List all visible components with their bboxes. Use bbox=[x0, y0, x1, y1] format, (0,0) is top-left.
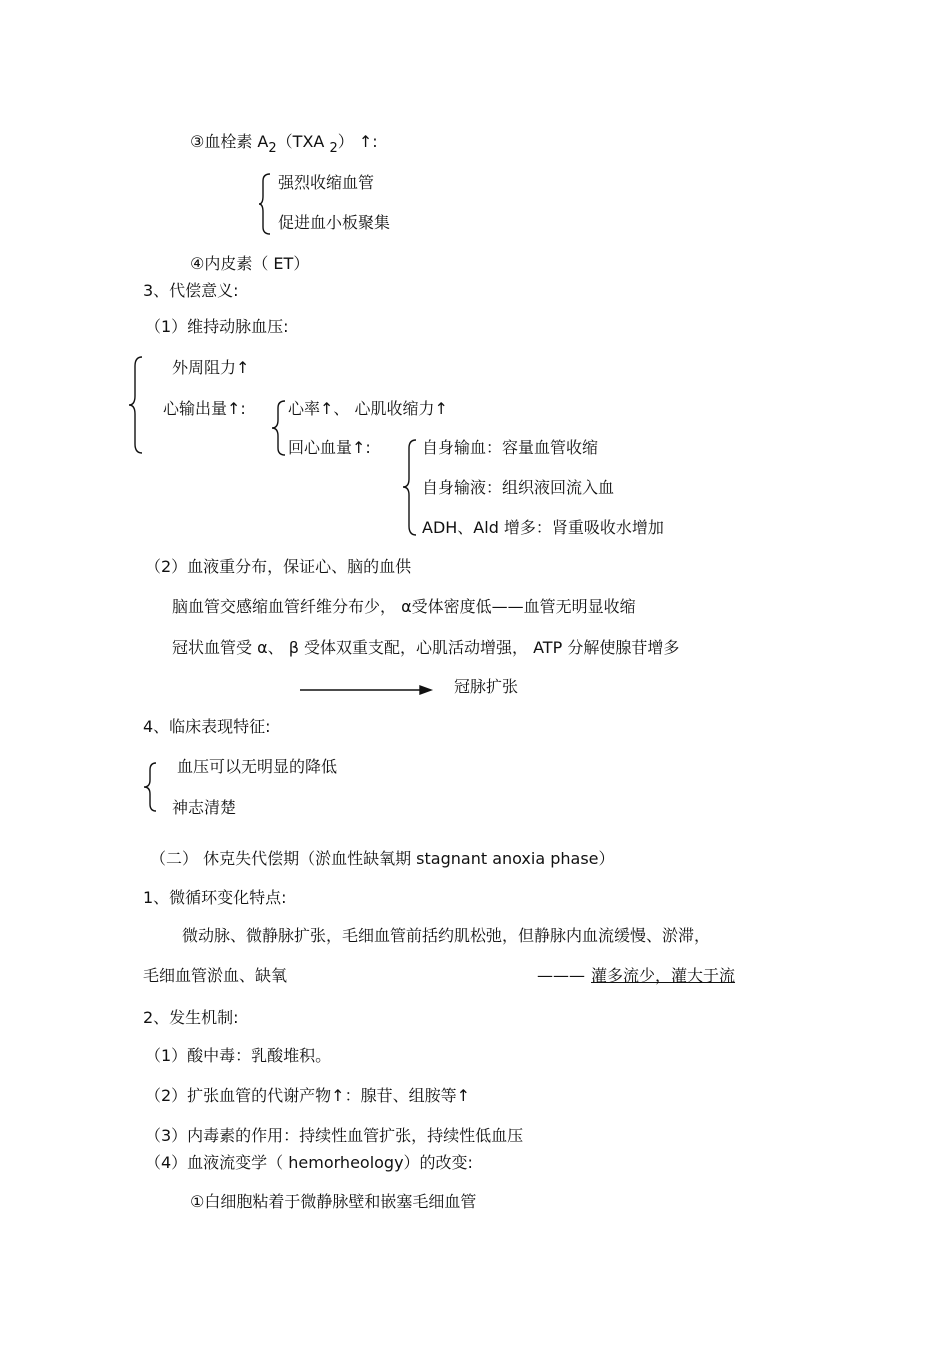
txa-sub-2: 2 bbox=[329, 141, 338, 156]
coronary-vessels: 冠状血管受 α、 β 受体双重支配，心肌活动增强， ATP 分解使腺苷增多 bbox=[172, 638, 680, 657]
brain-vessels: 脑血管交感缩血管纤维分布少， α受体密度低——血管无明显收缩 bbox=[172, 597, 636, 616]
microcirculation-dash: ——— bbox=[537, 966, 585, 985]
et-line: ④内皮素（ ET） bbox=[190, 254, 310, 273]
heart-rate: 心率↑、 心肌收缩力↑ bbox=[288, 399, 448, 418]
txa-post: ） ↑: bbox=[337, 132, 378, 151]
stage-2-heading: （二） 休克失代偿期（淤血性缺氧期 stagnant anoxia phase） bbox=[150, 849, 615, 868]
section-3-1-heading: （1）维持动脉血压: bbox=[145, 317, 289, 336]
txa-pre: ③血栓素 A bbox=[190, 132, 269, 151]
txa-sub-1: 2 bbox=[268, 141, 277, 156]
mechanism-heading: 2、发生机制: bbox=[143, 1008, 239, 1027]
brace-bp bbox=[128, 356, 144, 454]
section-3-heading: 3、代偿意义: bbox=[143, 281, 239, 300]
brace-vr bbox=[402, 439, 418, 536]
cardiac-output: 心输出量↑: bbox=[163, 399, 246, 418]
txa-effect-2: 促进血小板聚集 bbox=[278, 213, 391, 232]
mechanism-item-1: （1）酸中毒：乳酸堆积。 bbox=[145, 1046, 332, 1065]
mechanism-item-2: （2）扩张血管的代谢产物↑：腺苷、组胺等↑ bbox=[145, 1086, 470, 1105]
microcirculation-summary: 灌多流少，灌大于流 bbox=[591, 966, 736, 985]
arrow-right-icon bbox=[300, 683, 432, 697]
txa-line bbox=[190, 132, 378, 154]
clinical-item-2: 神志清楚 bbox=[172, 798, 237, 817]
peripheral-resistance: 外周阻力↑ bbox=[172, 358, 250, 377]
vr-item-1: 自身输血：容量血管收缩 bbox=[422, 438, 599, 457]
brace-co bbox=[271, 400, 287, 456]
mechanism-item-4: （4）血液流变学（ hemorheology）的改变: bbox=[145, 1153, 473, 1172]
microcirculation-text-2: 毛细血管淤血、缺氧 bbox=[143, 966, 288, 985]
section-3-2-heading: （2）血液重分布，保证心、脑的血供 bbox=[145, 557, 412, 576]
txa-mid: （TXA bbox=[276, 132, 330, 151]
vr-item-3: ADH、Ald 增多：肾重吸收水增加 bbox=[422, 518, 664, 537]
mechanism-item-4-1: ①白细胞粘着于微静脉壁和嵌塞毛细血管 bbox=[190, 1192, 477, 1211]
brace-txa bbox=[258, 173, 272, 235]
microcirculation-text-1: 微动脉、微静脉扩张，毛细血管前括约肌松弛，但静脉内血流缓慢、淤滞， bbox=[182, 926, 711, 945]
txa-effect-1: 强烈收缩血管 bbox=[278, 173, 375, 192]
coronary-result: 冠脉扩张 bbox=[454, 677, 519, 696]
microcirculation-heading: 1、微循环变化特点: bbox=[143, 888, 287, 907]
section-4-heading: 4、临床表现特征: bbox=[143, 717, 271, 736]
brace-clinical bbox=[143, 762, 159, 812]
venous-return: 回心血量↑: bbox=[288, 438, 371, 457]
mechanism-item-3: （3）内毒素的作用：持续性血管扩张，持续性低血压 bbox=[145, 1126, 524, 1145]
vr-item-2: 自身输液：组织液回流入血 bbox=[422, 478, 615, 497]
clinical-item-1: 血压可以无明显的降低 bbox=[177, 757, 338, 776]
